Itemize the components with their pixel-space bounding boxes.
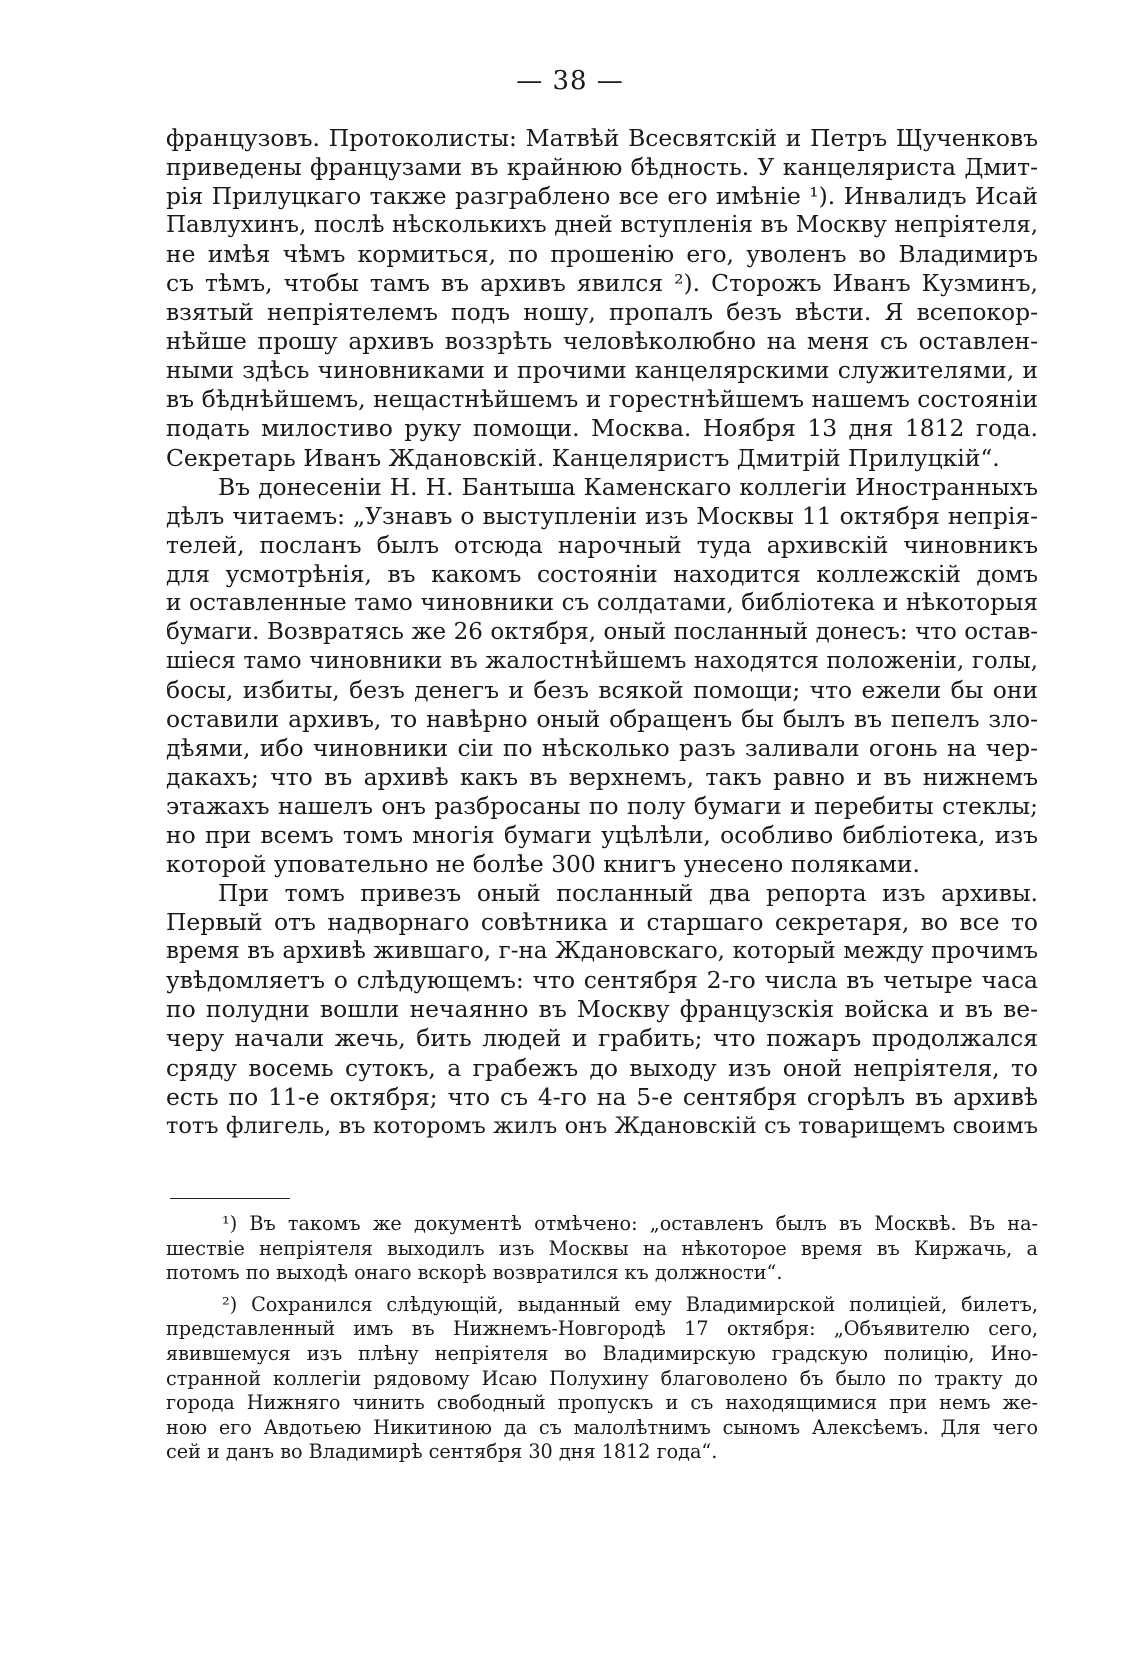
text-line: нѣйше прошу архивъ воззрѣть человѣколюбно на меня съ оставлен- <box>166 327 1038 356</box>
text-line: время въ архивѣ жившаго, г-на Ждановскаго, который между прочимъ <box>166 938 1038 965</box>
text-line: французовъ. Протоколисты: Матвѣй Всесвятскій и Петръ Щученковъ <box>166 124 1038 152</box>
text-line: въ бѣднѣйшемъ, нещастнѣйшемъ и горестнѣйшемъ нашемъ состояніи <box>166 385 1038 414</box>
text-line: и оставленные тамо чиновники съ солдатами, библіотека и нѣкоторыя <box>166 589 1038 616</box>
page-number: — 38 — <box>516 66 624 96</box>
text-line: города Нижняго чинить свободный пропускъ и съ находящимися при немъ же- <box>166 1391 1038 1415</box>
footnotes <box>166 1212 1038 1465</box>
text-line: рія Прилуцкаго также разграблено все его имѣніе ¹). Инвалидъ Исай <box>166 182 1038 211</box>
text-line: ною его Авдотьею Никитиною да съ малолѣтнимъ сыномъ Алексѣемъ. Для чего <box>166 1415 1038 1439</box>
text-line: черу начали жечь, бить людей и грабить; что пожаръ продолжался <box>166 1024 1038 1053</box>
text-line: сей и данъ во Владимирѣ сентября 30 дня 1812 года“. <box>166 1440 718 1464</box>
text-line: этажахъ нашелъ онъ разбросаны по полу бумаги и перебиты стеклы; <box>166 792 1038 821</box>
text-line: которой уповательно не болѣе 300 книгъ унесено поляками. <box>166 850 920 879</box>
text-line: взятый непріятелемъ подъ ношу, пропалъ безъ вѣсти. Я всепокор- <box>166 298 1038 327</box>
text-line: Въ донесеніи Н. Н. Бантыша Каменскаго коллегіи Иностранныхъ <box>218 472 1038 501</box>
text-line: съ тѣмъ, чтобы тамъ въ архивъ явился ²). Сторожъ Иванъ Кузминъ, <box>166 269 1038 298</box>
footnote-1 <box>166 1212 1038 1286</box>
text-line: дѣями, ибо чиновники сіи по нѣсколько разъ заливали огонь на чер- <box>166 733 1038 762</box>
text-line: оставили архивъ, то навѣрно оный обращенъ бы былъ въ пепелъ зло- <box>166 704 1038 733</box>
text-line: по полудни вошли нечаянно въ Москву французскія войска и въ ве- <box>166 995 1038 1024</box>
text-line: шествіе непріятеля выходилъ изъ Москвы на нѣкоторое время въ Киржачь, а <box>166 1236 1038 1260</box>
text-line: Первый отъ надворнаго совѣтника и старшаго секретаря, во все то <box>166 908 1038 937</box>
text-line: Павлухинъ, послѣ нѣсколькихъ дней вступленія въ Москву непріятеля, <box>166 212 1038 239</box>
text-line: бумаги. Возвратясь же 26 октября, оный посланный донесъ: что остав- <box>166 618 1038 645</box>
text-line: есть по 11-е октября; что съ 4-го на 5-е сентября сгорѣлъ въ архивѣ <box>166 1082 1038 1111</box>
text-line: сряду восемь сутокъ, а грабежъ до выходу изъ оной непріятеля, то <box>166 1053 1038 1082</box>
text-line: потомъ по выходѣ онаго вскорѣ возвратился къ должности“. <box>166 1261 783 1285</box>
text-line: но при всемъ томъ многія бумаги уцѣлѣли, особливо библіотека, изъ <box>166 821 1038 850</box>
footnote-2 <box>166 1293 1038 1465</box>
text-line: представленный имъ въ Нижнемъ-Новгородѣ 17 октября: „Объявителю сего, <box>166 1317 1038 1341</box>
footnote-divider <box>170 1198 290 1199</box>
text-line: тотъ флигель, въ которомъ жилъ онъ Ждановскій съ товарищемъ своимъ <box>166 1112 1038 1139</box>
text-line: странной коллегіи рядовому Исаю Полухину благоволено бъ было по тракту до <box>166 1366 1038 1390</box>
text-line: шіеся тамо чиновники въ жалостнѣйшемъ находятся положеніи, голы, <box>166 647 1038 674</box>
text-line: ¹) Въ такомъ же документѣ отмѣчено: „оставленъ былъ въ Москвѣ. Въ на- <box>222 1212 1038 1235</box>
text-line: приведены французами въ крайнюю бѣдность. У канцеляриста Дмит- <box>166 153 1038 182</box>
text-line: подать милостиво руку помощи. Москва. Ноября 13 дня 1812 года. <box>166 414 1038 443</box>
text-line: ²) Сохранился слѣдующій, выданный ему Владимирской полиціей, билетъ, <box>222 1292 1038 1316</box>
text-line: увѣдомляетъ о слѣдующемъ: что сентября 2-го числа въ четыре часа <box>166 966 1038 995</box>
text-line: не имѣя чѣмъ кормиться, по прошенію его, уволенъ во Владимиръ <box>166 240 1038 269</box>
text-line: для усмотрѣнія, въ какомъ состояніи находится коллежскій домъ <box>166 559 1038 588</box>
text-line: При томъ привезъ оный посланный два репорта изъ архивы. <box>218 879 1038 908</box>
main-body-text <box>166 124 1038 1141</box>
text-line: босы, избиты, безъ денегъ и безъ всякой помощи; что ежели бы они <box>166 675 1038 704</box>
text-line: явившемуся изъ плѣну непріятеля во Владимирскую градскую полицію, Ино- <box>166 1341 1038 1365</box>
text-line: телей, посланъ былъ отсюда нарочный туда архивскій чиновникъ <box>166 530 1038 559</box>
text-line: дѣлъ читаемъ: „Узнавъ о выступленіи изъ Москвы 11 октября непрія- <box>166 501 1038 530</box>
text-line: ными здѣсь чиновниками и прочими канцелярскими служителями, и <box>166 356 1038 385</box>
footnote-spacer <box>166 1286 1038 1293</box>
text-line: Секретарь Иванъ Ждановскій. Канцеляристъ Дмитрій Прилуцкій“. <box>166 443 1000 472</box>
text-line: дакахъ; что въ архивѣ какъ въ верхнемъ, такъ равно и въ нижнемъ <box>166 763 1038 792</box>
